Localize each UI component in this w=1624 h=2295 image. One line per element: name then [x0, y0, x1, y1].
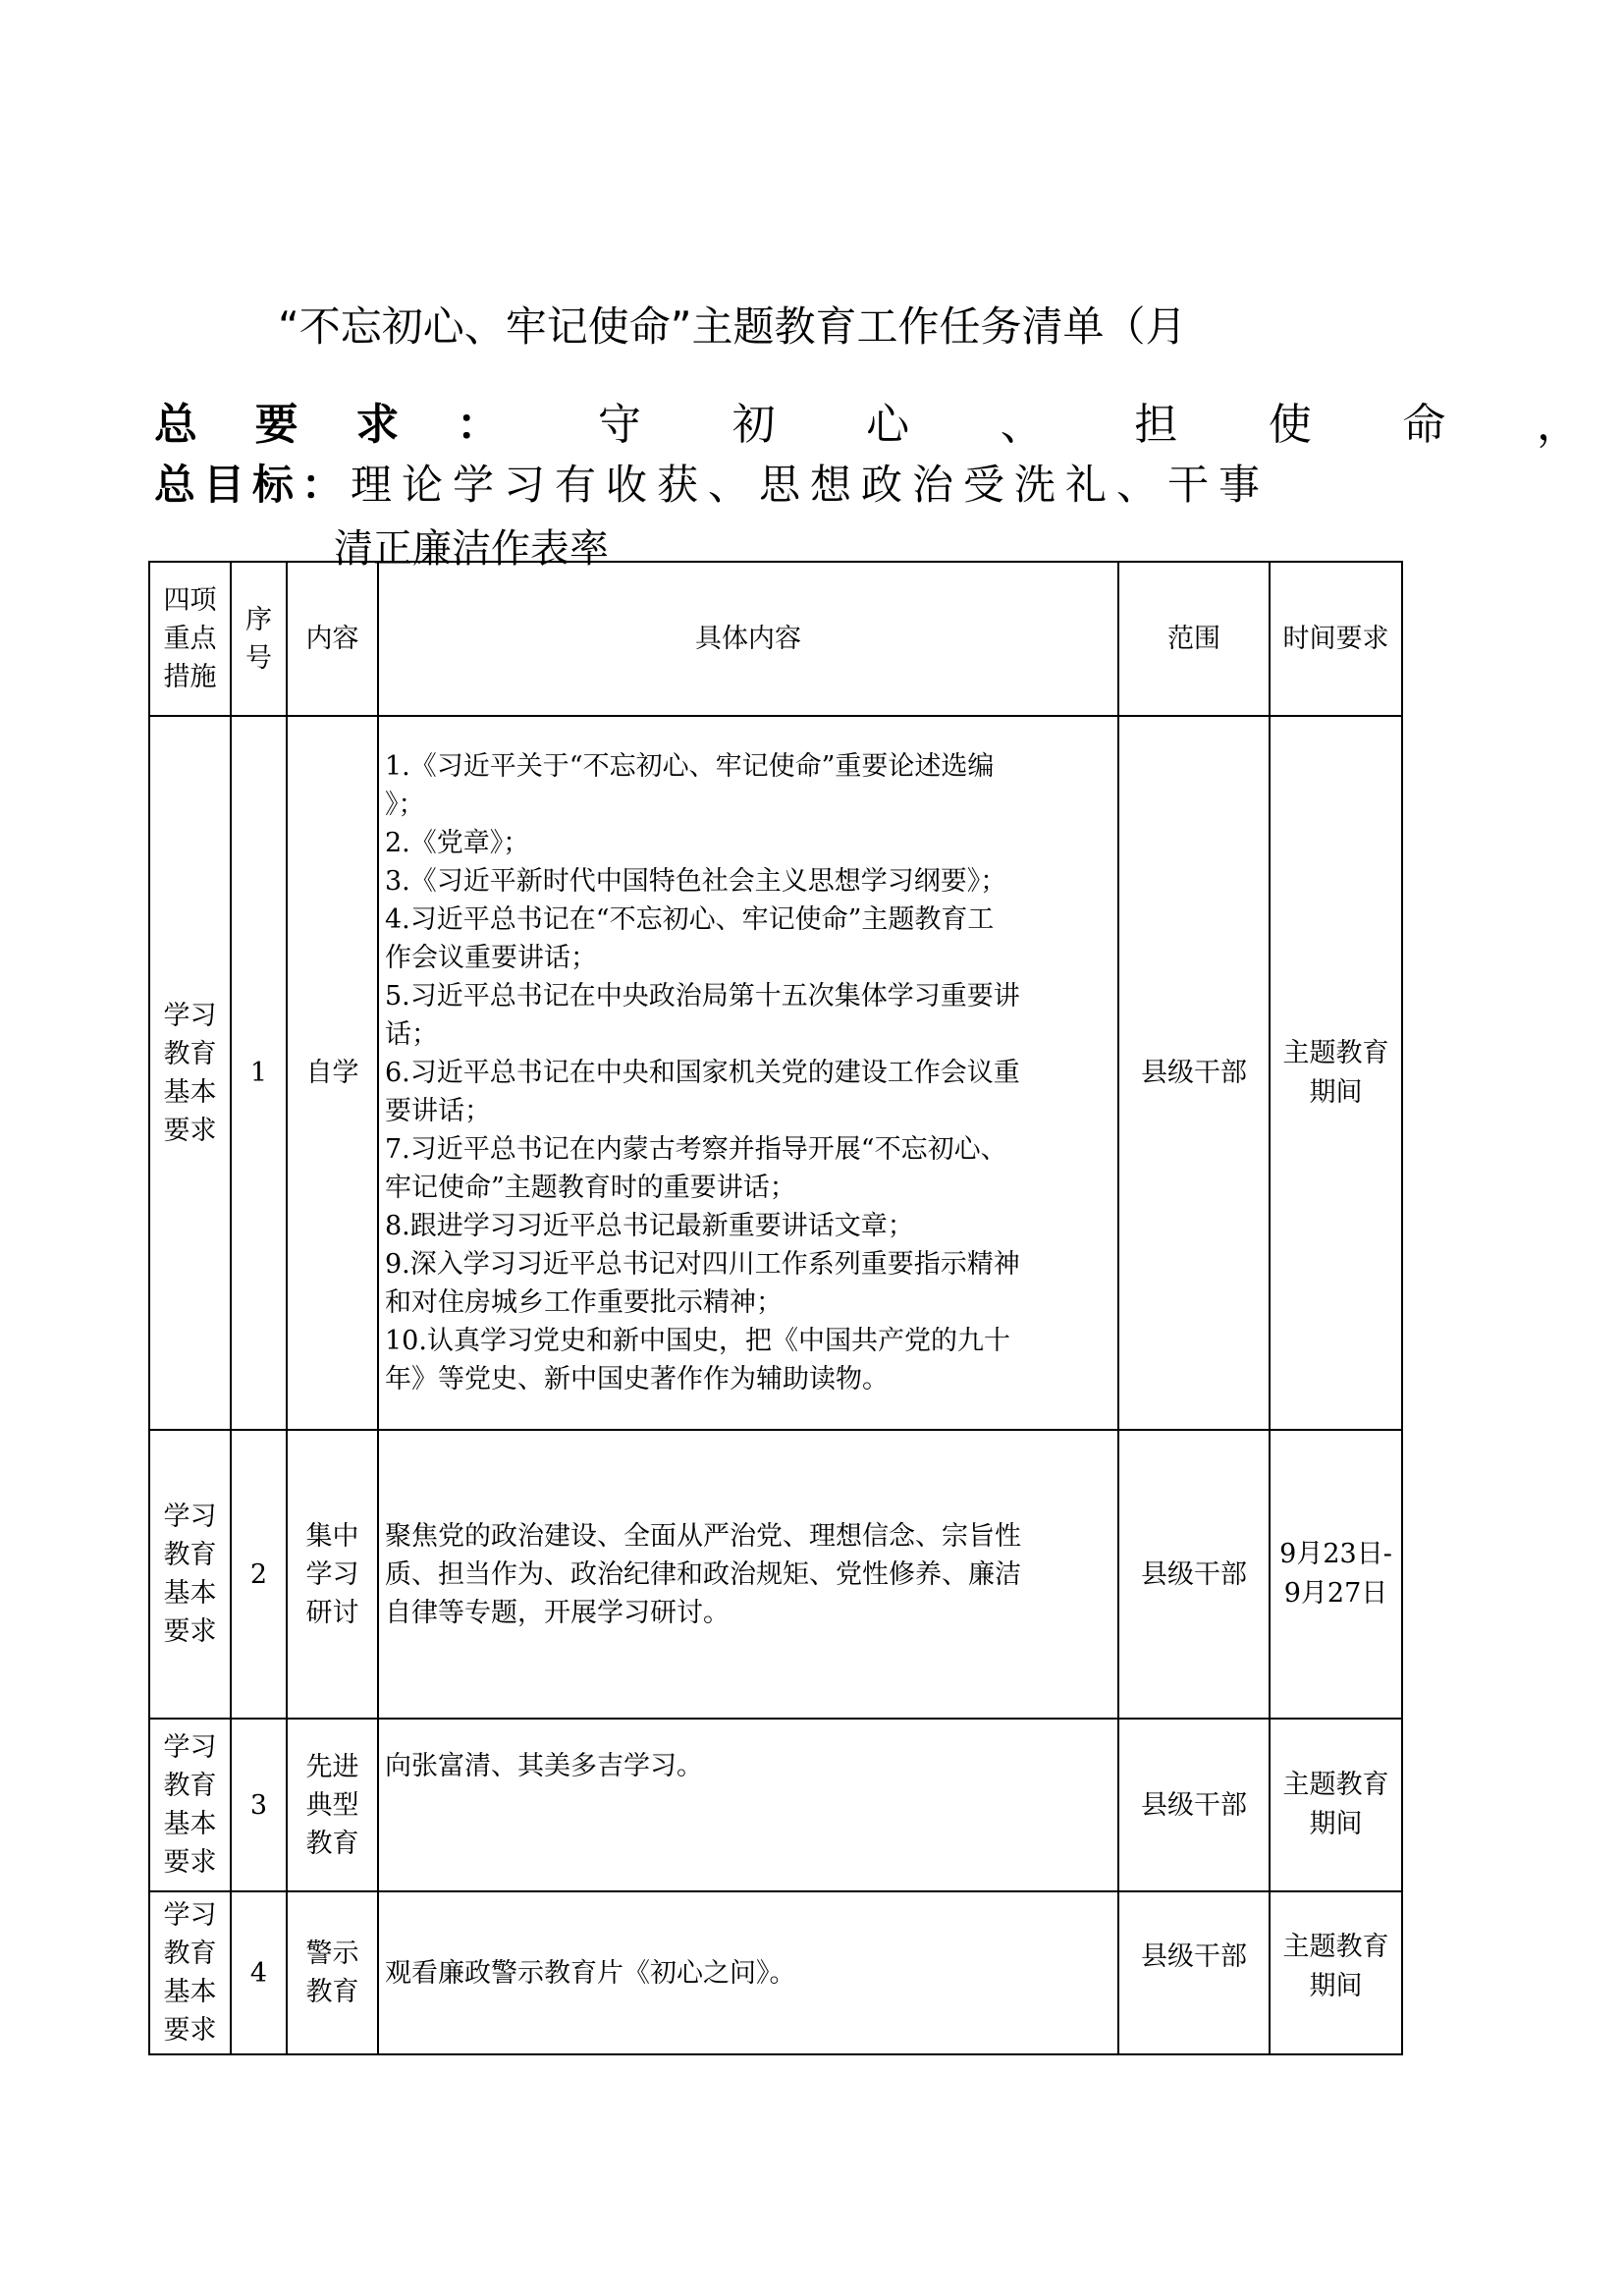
cell-measure [149, 716, 231, 1430]
header-index-line: 号 [245, 642, 272, 674]
content-line: 研讨 [305, 1597, 359, 1628]
content-line: 学习 [305, 1558, 359, 1590]
requirement-value [598, 397, 1580, 454]
detail-line: 向张富清、其美多吉学习。 [385, 1751, 703, 1781]
measure-line: 学习 [163, 1900, 217, 1931]
detail-line: 年》等党史、新中国史著作作为辅助读物。 [385, 1364, 889, 1394]
time-line: 9月27日 [1283, 1578, 1388, 1609]
time-line: 主题教育 [1282, 1770, 1389, 1800]
requirement-label-char: ： [456, 400, 500, 450]
content-line: 警示 [305, 1939, 359, 1969]
header-scope: 范围 [1118, 562, 1270, 716]
measure-line: 基本 [163, 1076, 217, 1108]
cell-detail [378, 716, 1118, 1430]
cell-index: 1 [231, 716, 287, 1430]
detail-line: 4.习近平总书记在“不忘初心、牢记使命”主题教育工 [385, 904, 995, 935]
requirement-value-char: 初 [731, 400, 776, 450]
header-time: 时间要求 [1270, 562, 1402, 716]
detail-line: 自律等专题，开展学习研讨。 [385, 1597, 730, 1628]
detail-line: 8.跟进学习习近平总书记最新重要讲话文章； [385, 1211, 914, 1241]
measure-line: 要求 [163, 1847, 217, 1878]
measure-line: 教育 [163, 1771, 217, 1801]
requirement-label-char: 求 [355, 400, 400, 450]
cell-scope: 县级干部 [1118, 1891, 1270, 2054]
content-line: 典型 [305, 1789, 359, 1821]
document-title: “不忘初心、牢记使命”主题教育工作任务清单（月 [278, 302, 1187, 351]
measure-line: 要求 [163, 1616, 217, 1647]
cell-time [1270, 1719, 1402, 1891]
header-content: 内容 [287, 562, 378, 716]
requirement-value-char: 心 [866, 400, 910, 450]
requirement-value-char: 使 [1268, 400, 1312, 450]
measure-line: 学习 [163, 1000, 217, 1031]
detail-line: 2.《党章》； [385, 828, 530, 858]
cell-time [1270, 1430, 1402, 1719]
header-measure-line: 四项 [163, 585, 217, 616]
goal-continuation [334, 520, 727, 572]
content-line: 先进 [305, 1751, 359, 1782]
cell-content [287, 1891, 378, 2054]
table-row [149, 1891, 1402, 2054]
detail-line: 5.习近平总书记在中央政治局第十五次集体学习重要讲 [385, 981, 1020, 1011]
requirement-label-char: 要 [254, 400, 298, 450]
cell-detail [378, 1719, 1118, 1891]
requirement-label [154, 397, 500, 454]
time-line: 9月23日- [1279, 1539, 1392, 1569]
detail-line: 》； [385, 790, 425, 820]
cell-index: 4 [231, 1891, 287, 2054]
content-line: 集中 [305, 1520, 359, 1552]
detail-line: 话； [385, 1019, 438, 1050]
detail-line: 3.《习近平新时代中国特色社会主义思想学习纲要》； [385, 866, 1007, 897]
header-detail: 具体内容 [378, 562, 1118, 716]
cell-index: 2 [231, 1430, 287, 1719]
time-line: 期间 [1309, 1971, 1363, 2001]
cell-measure [149, 1891, 231, 2054]
time-line: 主题教育 [1282, 1932, 1389, 1962]
table-header-row [149, 562, 1402, 716]
cell-scope: 县级干部 [1118, 1719, 1270, 1891]
requirement-value-char: 担 [1134, 400, 1178, 450]
detail-line: 质、担当作为、政治纪律和政治规矩、党性修养、廉洁 [385, 1558, 1021, 1590]
cell-content [287, 1719, 378, 1891]
detail-line: 9.深入学习习近平总书记对四川工作系列重要指示精神 [385, 1249, 1020, 1280]
time-line: 期间 [1309, 1809, 1363, 1839]
header-measure-line: 重点 [163, 624, 217, 654]
measure-line: 要求 [163, 1115, 217, 1146]
cell-detail [378, 1891, 1118, 2054]
cell-detail [378, 1430, 1118, 1719]
detail-line: 1.《习近平关于“不忘初心、牢记使命”重要论述选编 [385, 751, 995, 782]
detail-line: 作会议重要讲话； [385, 943, 597, 973]
detail-line: 10.认真学习党史和新中国史，把《中国共产党的九十 [385, 1326, 1010, 1356]
detail-line: 和对住房城乡工作重要批示精神； [385, 1287, 783, 1318]
detail-line: 牢记使命”主题教育时的重要讲话； [385, 1173, 796, 1203]
general-goal [154, 458, 1401, 515]
detail-line: 聚焦党的政治建设、全面从严治党、理想信念、宗旨性 [385, 1520, 1021, 1552]
cell-time [1270, 716, 1402, 1430]
content-line: 教育 [305, 1828, 359, 1859]
measure-line: 基本 [163, 1578, 217, 1609]
table-row [149, 1719, 1402, 1891]
header-index-line: 序 [245, 604, 272, 635]
detail-line: 要讲话； [385, 1096, 491, 1126]
cell-content [287, 1430, 378, 1719]
goal-label: 总目标： [154, 461, 352, 509]
cell-index: 3 [231, 1719, 287, 1891]
header-measure [149, 562, 231, 716]
detail-line: 6.习近平总书记在中央和国家机关党的建设工作会议重 [385, 1058, 1020, 1088]
task-table [148, 561, 1403, 2055]
detail-line: 观看廉政警示教育片《初心之问》。 [385, 1957, 796, 1989]
measure-line: 教育 [163, 1939, 217, 1969]
content-line: 自学 [305, 1058, 359, 1088]
header-measure-line: 措施 [163, 662, 217, 692]
goal-value: 理论学习有收获、思想政治受洗礼、干事 [351, 461, 1271, 509]
requirement-value-char: ， [1536, 400, 1580, 450]
measure-line: 教育 [163, 1540, 217, 1570]
requirement-value-char: 守 [598, 400, 641, 450]
time-line: 期间 [1309, 1076, 1363, 1108]
measure-line: 学习 [163, 1502, 217, 1532]
measure-line: 教育 [163, 1038, 217, 1069]
requirement-label-char: 总 [154, 400, 197, 450]
content-line: 教育 [305, 1977, 359, 2007]
measure-line: 要求 [163, 2015, 217, 2046]
measure-line: 基本 [163, 1977, 217, 2007]
requirement-value-char: 命 [1402, 400, 1446, 450]
time-line: 主题教育 [1282, 1037, 1389, 1068]
cell-scope: 县级干部 [1118, 716, 1270, 1430]
cell-measure [149, 1719, 231, 1891]
general-requirement [154, 397, 1580, 456]
table-row [149, 1430, 1402, 1719]
measure-line: 学习 [163, 1732, 217, 1763]
requirement-value-char: 、 [1000, 400, 1044, 450]
cell-content [287, 716, 378, 1430]
header-index [231, 562, 287, 716]
table-row [149, 716, 1402, 1430]
detail-line: 7.习近平总书记在内蒙古考察并指导开展“不忘初心、 [385, 1134, 1007, 1165]
measure-line: 基本 [163, 1809, 217, 1839]
cell-scope: 县级干部 [1118, 1430, 1270, 1719]
goal-continuation-text: 清正廉洁作表率 [334, 526, 609, 572]
cell-time [1270, 1891, 1402, 2054]
cell-measure [149, 1430, 231, 1719]
